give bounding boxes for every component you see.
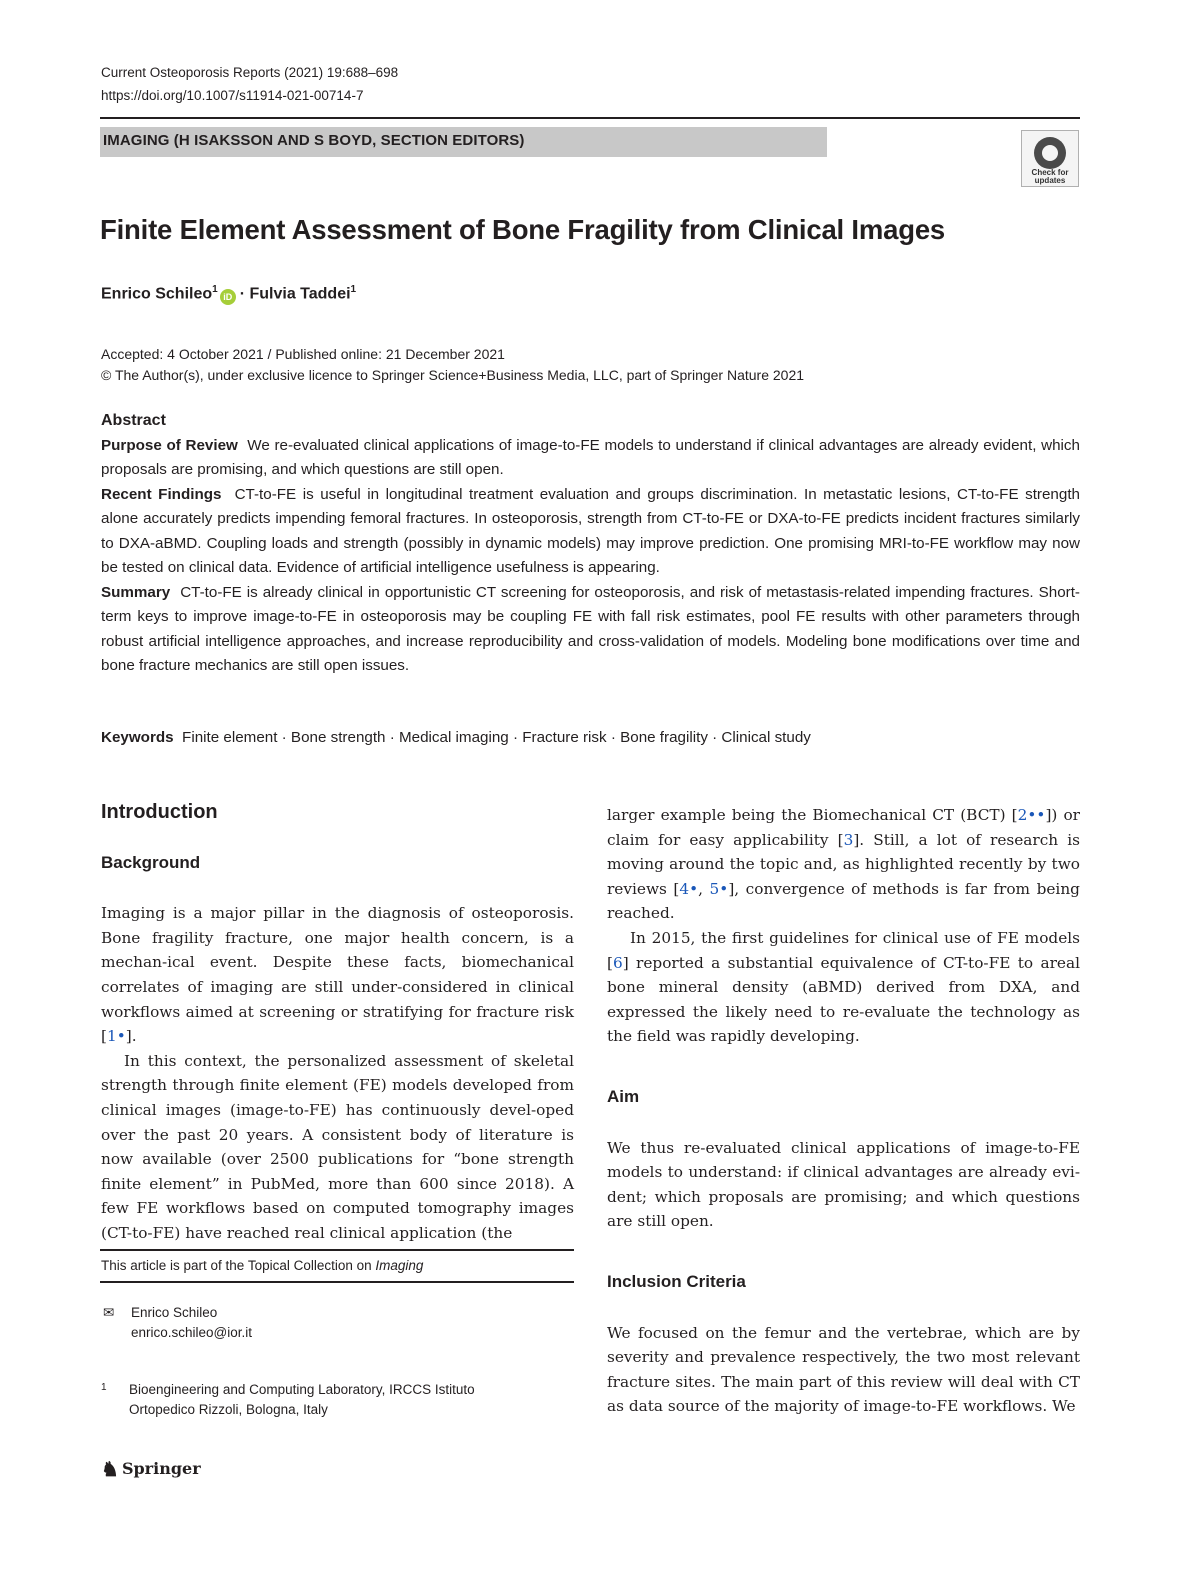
inclusion-paragraph: We focused on the femur and the vertebrae, which are by severity and prevalence respectively, the two most relevant fracture sites. The main part of this review will deal with CT as data source of the majority of image-to-FE workflows. We <box>607 1323 1080 1416</box>
abstract <box>101 409 1080 679</box>
author-separator: · <box>239 285 246 303</box>
section-banner <box>100 127 827 157</box>
summary-text: CT-to-FE is already clinical in opportunistic CT screening for osteoporosis, and risk of metastasis-related impending fractures. Short-term keys to improve image-to-FE in osteoporosis may be coupling FE with fall risk estimates, pool FE results with other parameters through robust artificial intelligence approaches, and increase reproducibility and cross-validation of models. Modeling bone modifications over time and bone fracture mechanics are still open issues. <box>101 583 1080 674</box>
context-paragraph: In this context, the personalized assessment of skeletal strength through finite element (FE) models developed from clinical images (image-to-FE) has continuously devel-oped over the past 20 years. A consistent body of literature is now available (over 2500 publications for “bone strength finite element” in PubMed, more than 600 since 2018). A few FE workflows based on computed tomography images (CT-to-FE) have reached real clinical application (the <box>101 1051 574 1242</box>
doi-link[interactable]: https://doi.org/10.1007/s11914-021-00714-7 <box>101 88 364 103</box>
paragraph-text: In 2015, the first guidelines for clinical use of FE models [ <box>607 928 1080 972</box>
left-column <box>101 800 574 1246</box>
keywords-label: Keywords <box>101 729 174 746</box>
paragraph-text: ]) or claim for easy applicability [ <box>607 806 1080 849</box>
inclusion-criteria-heading: Inclusion Criteria <box>607 1271 746 1291</box>
affiliation-marker: 1 <box>212 284 218 295</box>
copyright-line: © The Author(s), under exclusive licence to Springer Science+Business Media, LLC, part of Springer Nature 2021 <box>101 367 805 383</box>
citation-link[interactable]: 3 <box>843 830 854 849</box>
contact-email[interactable]: enrico.schileo@ior.it <box>131 1325 253 1340</box>
paragraph-text: ]. Still, a lot of research is moving around the topic and, as highlighted recently by two reviews [ <box>607 830 1080 898</box>
affiliation-line: Ortopedico Rizzoli, Bologna, Italy <box>129 1402 328 1417</box>
keywords <box>101 729 811 746</box>
right-column <box>607 803 1080 1419</box>
paragraph-text: ] reported a substantial equivalence of CT-to-FE to areal bone mineral density (aBMD) derived from DXA, and expressed the likely need to re-evaluate the technology as the field was rapidly developing. <box>607 953 1080 1046</box>
citation-link[interactable]: 5• <box>709 879 729 898</box>
dates-line: Accepted: 4 October 2021 / Published online: 21 December 2021 <box>101 346 505 362</box>
citation-link[interactable]: 1• <box>106 1027 126 1046</box>
crossmark-text: Check for updates <box>1031 168 1069 185</box>
journal-citation: Current Osteoporosis Reports (2021) 19:688–698 <box>101 65 399 80</box>
publication-dates <box>101 344 804 386</box>
check-for-updates-badge[interactable] <box>1021 130 1079 187</box>
article-title: Finite Element Assessment of Bone Fragility from Clinical Images <box>100 214 946 245</box>
publisher-name: Springer <box>121 1459 201 1478</box>
abstract-purpose <box>101 434 1080 483</box>
aim-heading: Aim <box>607 1086 640 1106</box>
paragraph-text: ]. <box>125 1027 137 1046</box>
footnote-rule <box>100 1281 574 1283</box>
springer-logo <box>101 1457 201 1481</box>
citation-link[interactable]: 6 <box>612 953 623 972</box>
keywords-text: Finite element · Bone strength · Medical imaging · Fracture risk · Bone fragility · Clinical study <box>182 729 811 746</box>
springer-horse-icon: ♞ <box>101 1457 119 1481</box>
aim-paragraph: We thus re-evaluated clinical applications of image-to-FE models to understand: if clinical advantages are already evi-dent; which proposals are promising; and which questions are still open. <box>607 1138 1080 1231</box>
affiliation-number: 1 <box>101 1382 107 1393</box>
crossmark-icon <box>1034 137 1066 169</box>
author-list <box>101 284 356 305</box>
guidelines-paragraph <box>607 926 1080 1049</box>
findings-text: CT-to-FE is useful in longitudinal treatment evaluation and groups discrimination. In metastatic lesions, CT-to-FE strength alone accurately predicts impending femoral fractures. In osteoporosis, strength from CT-to-FE or DXA-to-FE predicts incident fractures similarly to DXA-aBMD. Coupling loads and strength (possibly in dynamic models) may improve prediction. One promising MRI-to-FE workflow may now be tested on clinical data. Evidence of artificial intelligence usefulness is appearing. <box>101 485 1080 576</box>
collection-note <box>101 1256 423 1276</box>
mail-icon: ✉ <box>103 1305 115 1320</box>
citation-link[interactable]: 4• <box>679 879 699 898</box>
orcid-icon[interactable]: iD <box>220 289 236 305</box>
author-name[interactable]: Enrico Schileo <box>101 285 213 303</box>
abstract-heading: Abstract <box>101 412 166 429</box>
background-paragraph <box>101 901 574 1049</box>
introduction-heading: Introduction <box>101 801 218 823</box>
purpose-label: Purpose of Review <box>101 436 238 454</box>
paragraph-text: , <box>698 879 710 898</box>
paragraph-text: larger example being the Biomechanical CT (BCT) [ <box>607 806 1018 824</box>
author-name[interactable]: Fulvia Taddei <box>249 285 351 303</box>
continued-paragraph <box>607 803 1080 926</box>
affiliation-marker: 1 <box>350 284 357 295</box>
collection-name[interactable]: Imaging <box>375 1258 424 1273</box>
contact-name: Enrico Schileo <box>131 1305 218 1320</box>
summary-label: Summary <box>101 583 171 601</box>
top-rule <box>100 117 1080 119</box>
section-label: IMAGING (H ISAKSSON AND S BOYD, SECTION EDITORS) <box>103 132 525 149</box>
affiliation-line: Bioengineering and Computing Laboratory, IRCCS Istituto <box>129 1382 475 1397</box>
abstract-summary <box>101 581 1080 679</box>
paragraph-text: ], convergence of methods is far from being reached. <box>607 879 1080 923</box>
paragraph-text: Imaging is a major pillar in the diagnosis of osteoporosis. Bone fragility fracture, one major health concern, is a mechan-ical event. Despite these facts, biomechanical correlates of imaging are still under-considered in clinical workflows aimed at screening or stratifying for fracture risk [ <box>101 904 574 1046</box>
collection-prefix: This article is part of the Topical Collection on <box>101 1258 376 1273</box>
background-heading: Background <box>101 852 201 872</box>
affiliation <box>129 1380 475 1420</box>
findings-label: Recent Findings <box>101 485 222 503</box>
citation-link[interactable]: 2•• <box>1017 806 1046 824</box>
corresponding-author <box>131 1303 252 1343</box>
purpose-text: We re-evaluated clinical applications of image-to-FE models to understand if clinical advantages are already evident, which proposals are promising, and which questions are still open. <box>101 436 1080 478</box>
abstract-findings <box>101 483 1080 581</box>
footnote-rule <box>100 1249 574 1251</box>
